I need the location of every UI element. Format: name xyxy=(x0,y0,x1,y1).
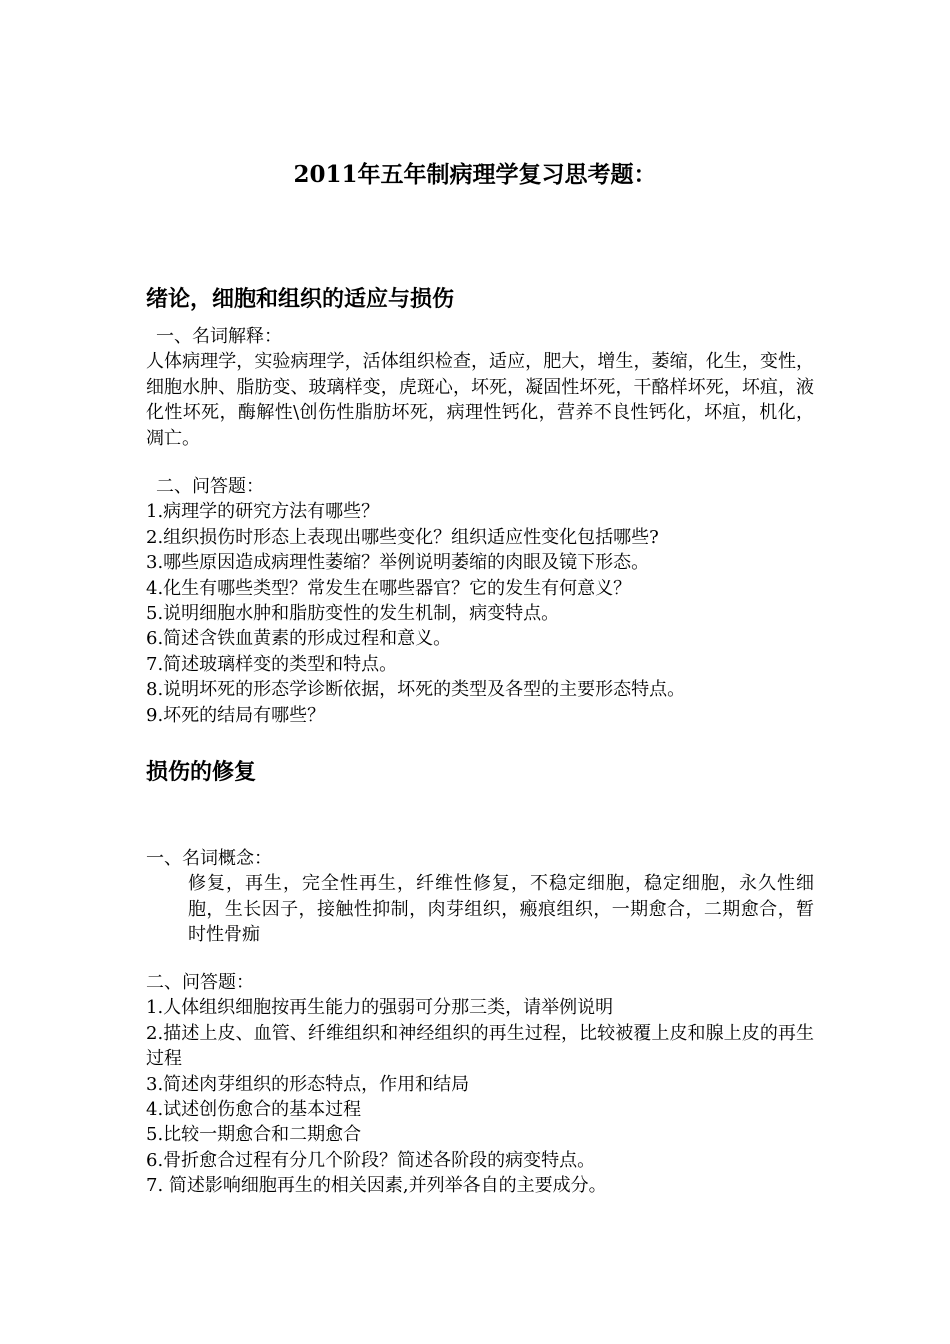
question-item: 3.哪些原因造成病理性萎缩？举例说明萎缩的肉眼及镜下形态。 xyxy=(146,552,650,574)
qa-label: 二、问答题： xyxy=(146,972,254,993)
terms-label: 一、名词解释： xyxy=(156,326,282,347)
question-item: 7. 简述影响细胞再生的相关因素,并列举各自的主要成分。 xyxy=(146,1175,607,1197)
question-item: 2.描述上皮、血管、纤维组织和神经组织的再生过程，比较被覆上皮和腺上皮的再生过程 xyxy=(146,1022,814,1070)
document-title: 2011年五年制病理学复习思考题： xyxy=(293,161,657,188)
question-list xyxy=(146,499,814,728)
terms-text: 人体病理学，实验病理学，活体组织检查，适应，肥大，增生，萎缩，化生，变性，细胞水肿、脂肪变、玻璃样变，虎斑心，坏死，凝固性坏死，干酪样坏死，坏疽，液化性坏死，酶解性\创伤性脂肪坏死，病理性钙化，营养不良性钙化，坏疽，机化，凋亡。 xyxy=(146,351,814,449)
question-item: 4.化生有哪些类型？常发生在哪些器官？它的发生有何意义？ xyxy=(146,577,632,599)
question-list xyxy=(146,995,814,1198)
section-2-body xyxy=(146,846,814,948)
section-intro-injury xyxy=(146,284,814,314)
section-1-body xyxy=(146,324,814,451)
question-item: 2.组织损伤时形态上表现出哪些变化？组织适应性变化包括哪些? xyxy=(146,526,659,548)
question-item: 6.简述含铁血黄素的形成过程和意义。 xyxy=(146,628,452,650)
qa-label: 二、问答题： xyxy=(156,476,264,497)
section-repair xyxy=(146,757,814,787)
question-item: 8.说明坏死的形态学诊断依据，坏死的类型及各型的主要形态特点。 xyxy=(146,679,686,701)
section-1-questions xyxy=(146,474,814,728)
question-item: 9.坏死的结局有哪些？ xyxy=(146,704,326,726)
question-item: 7.简述玻璃样变的类型和特点。 xyxy=(146,653,398,675)
question-item: 5.说明细胞水肿和脂肪变性的发生机制，病变特点。 xyxy=(146,603,560,625)
section-heading: 绪论，细胞和组织的适应与损伤 xyxy=(146,286,455,312)
question-item: 1.病理学的研究方法有哪些？ xyxy=(146,501,380,523)
section-2-questions xyxy=(146,970,814,1199)
question-item: 3.简述肉芽组织的形态特点，作用和结局 xyxy=(146,1073,470,1095)
question-item: 1.人体组织细胞按再生能力的强弱可分那三类，请举例说明 xyxy=(146,997,614,1019)
section-heading: 损伤的修复 xyxy=(146,759,257,785)
terms-text: 修复，再生，完全性再生，纤维性修复，不稳定细胞，稳定细胞，永久性细胞，生长因子，接触性抑制，肉芽组织，瘢痕组织，一期愈合，二期愈合，暂时性骨痂 xyxy=(188,873,814,946)
terms-label: 一、名词概念： xyxy=(146,848,272,869)
question-item: 6.骨折愈合过程有分几个阶段？简述各阶段的病变特点。 xyxy=(146,1149,596,1171)
question-item: 5.比较一期愈合和二期愈合 xyxy=(146,1124,362,1146)
question-item: 4.试述创伤愈合的基本过程 xyxy=(146,1099,362,1121)
